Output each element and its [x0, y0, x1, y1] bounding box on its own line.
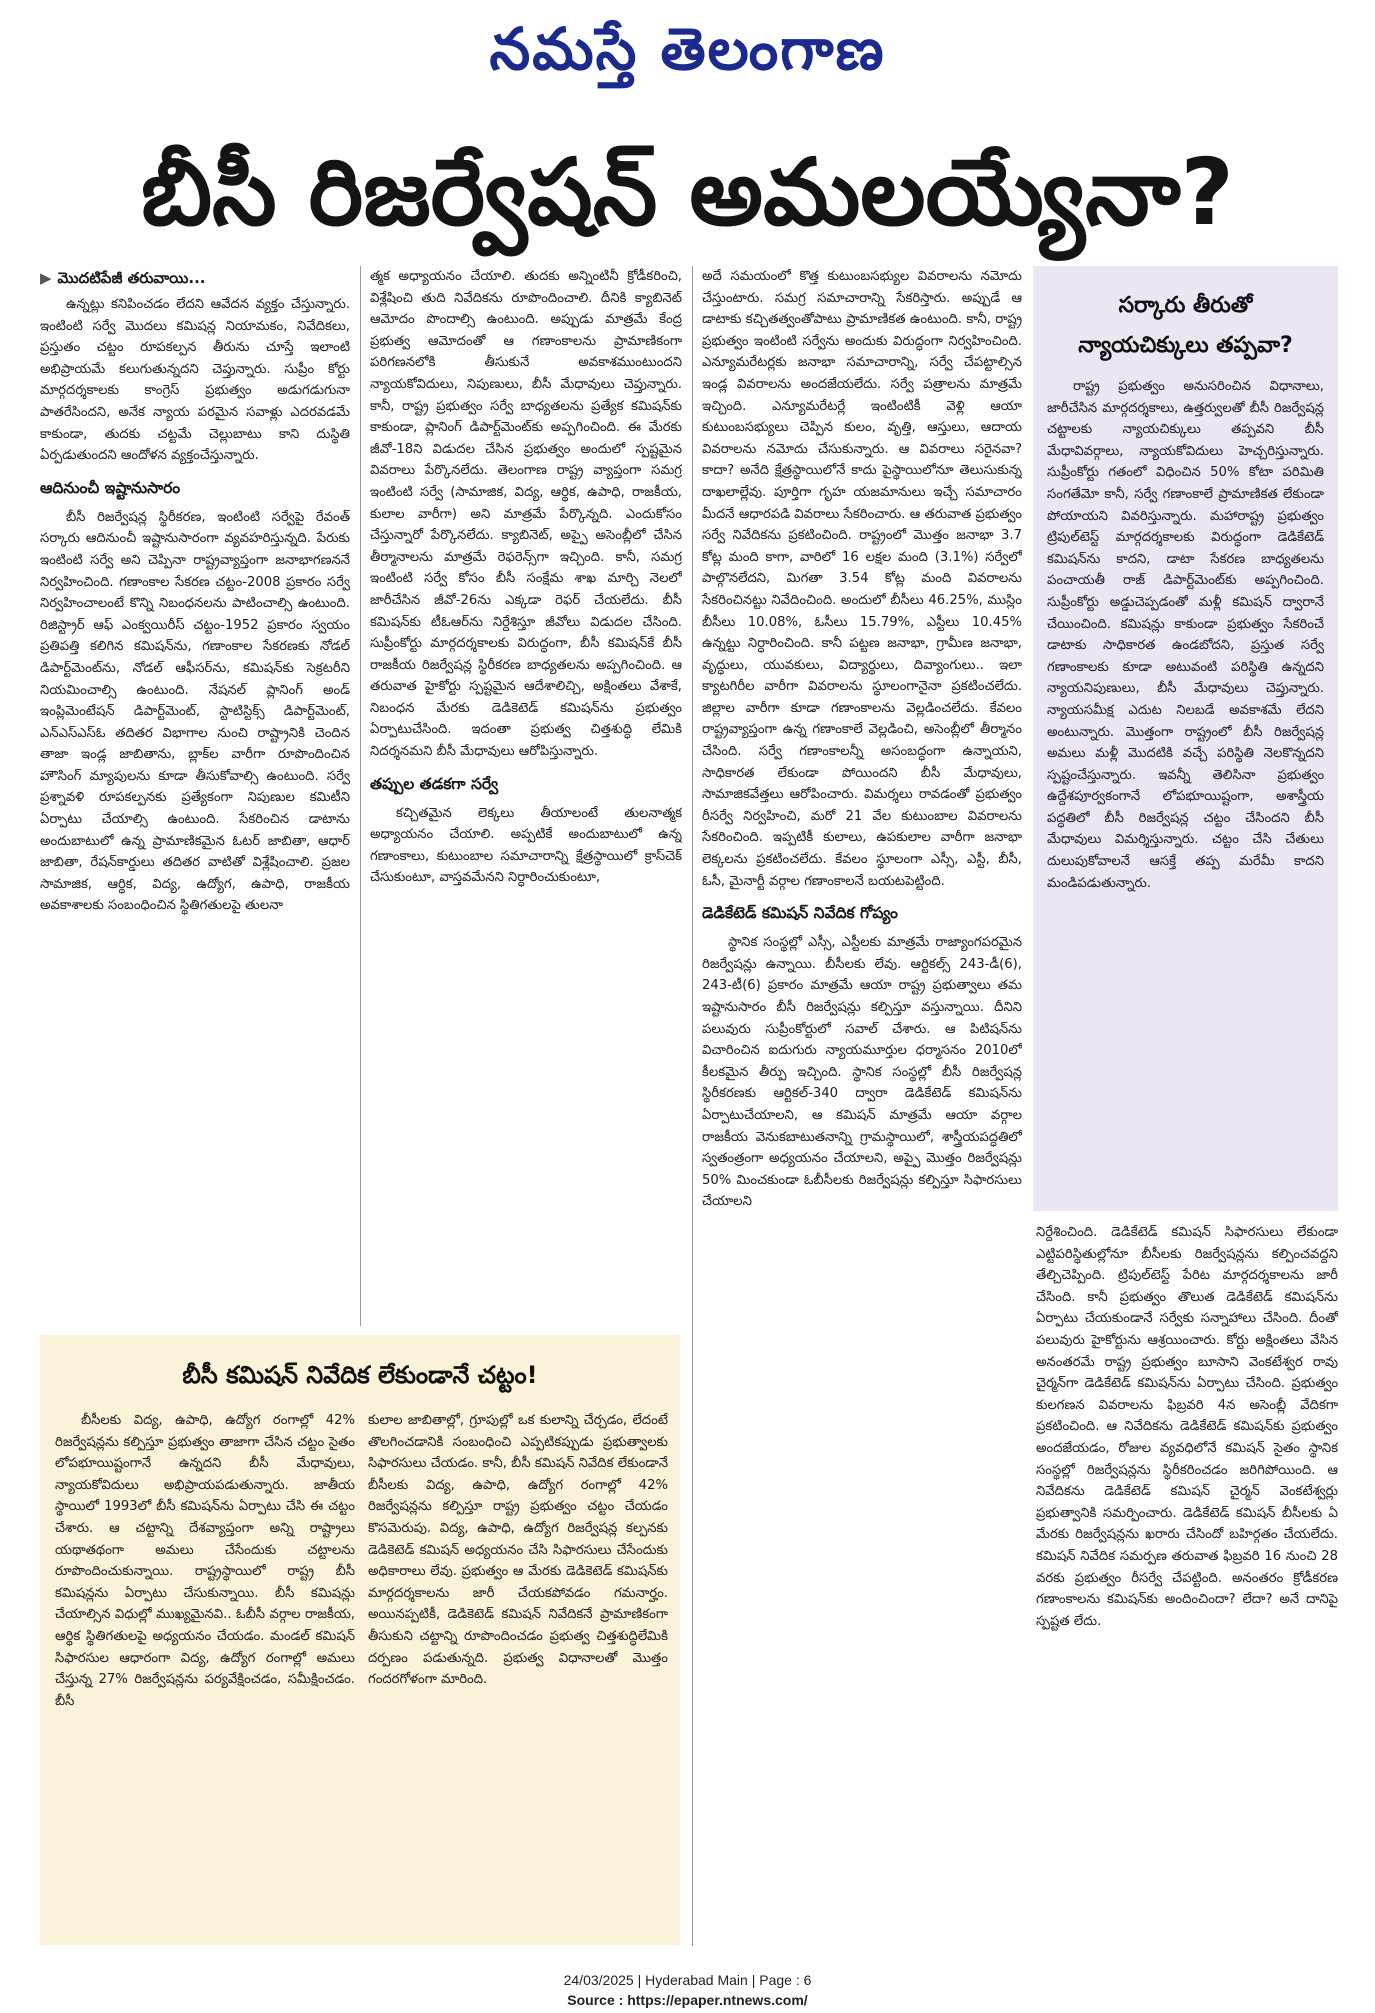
- paragraph: బీసీ రిజర్వేషన్ల స్థిరీకరణ, ఇంటింటి సర్వేపై రేవంత్ సర్కారు ఆదినుంచీ ఇష్టానుసారంగా వ్యవహరిస్తున్నది. పేరుకు ఇంటింటి సర్వే అని చెప్పినా రాష్ట్రవ్యాప్తంగా జనాభాగణననే నిర్వహించింది. గణాంకాల సేకరణ చట్టం-2008 ప్రకారం సర్వే నిర్వహించాలంటే కొన్ని నిబంధనలను పాటించాల్సి ఉంటుంది. రిజిస్ట్రార్ ఆఫ్ ఎంక్వయిరీస్ చట్టం-1952 ప్రకారం స్వయం ప్రతిపత్తి కలిగిన కమిషన్‌ను, గణాంకాల సేకరణకు నోడల్ డిపార్ట్‌మెంట్‌ను, నోడల్ ఆఫీసర్‌ను, కమిషన్‌కు సెక్రటరీని నియమించాల్సి ఉంటుంది. నేషనల్ ప్లానింగ్ అండ్ ఇంప్లిమెంటేషన్ డిపార్ట్‌మెంట్, స్టాటిస్టిక్స్ డిపార్ట్‌మెంట్, ఎన్‌ఎస్‌ఎస్‌ఓ తదితర విభాగాల నుంచి రాష్ట్రానికి చెందిన తాజా ఇండ్ల జాబితాను, బ్లాక్‌ల వారీగా రూపొందించిన హౌసింగ్ మ్యాపులను కూడా తీసుకోవాల్సి ఉంటుంది. సర్వే ప్రశ్నావళి రూపకల్పనకు ప్రత్యేకంగా నిపుణుల కమిటీని ఏర్పాటు చేయాల్సి ఉంటుంది. సేకరించిన డాటాను అందుబాటులో ఉన్న ప్రామాణికమైన ఓటర్ జాబితా, ఆధార్ జాబితా, రేషన్‌కార్డులు తదితర వాటితో విశ్లేషించాలి. ప్రజల సామాజిక, ఆర్థిక, విద్య, ఉద్యోగ, ఉపాధి, రాజకీయ అవకాశాలకు సంబంధించిన స్థితిగతులపై తులనా: [40, 509, 350, 914]
- subheading: ఆదినుంచీ ఇష్టానుసారం: [40, 478, 181, 497]
- column-divider: [692, 266, 693, 1946]
- column-4-lower: [1036, 1222, 1338, 1952]
- paragraph: అదే సమయంలో కొత్త కుటుంబసభ్యుల వివరాలను నమోదు చేస్తుంటారు. సమగ్ర సమాచారాన్ని సేకరిస్తారు. అప్పుడే ఆ డాటాకు కచ్చితత్వంతోపాటు ప్రామాణికత ఉంటుంది. కానీ, రాష్ట్ర ప్రభుత్వం ఇంటింటి సర్వేను అందుకు విరుద్ధంగా నిర్వహించింది. ఎన్యూమరేటర్లకు జనాభా సమాచారాన్ని, సర్వే చేపట్టాల్సిన ఇండ్ల వివరాలను అందజేయలేదు. సర్వే పత్రాలను మాత్రమే ఇచ్చింది. ఎన్యూమరేటర్లే ఇంటింటికీ వెళ్లి ఆయా కుటుంబసభ్యులు చెప్పిన కులం, వృత్తి, ఆస్తులు, ఆదాయ వివరాలను నమోదు చేసుకున్నారు. ఆ వివరాలు సరైనవా? కాదా? అనేది క్షేత్రస్థాయిలోనే కాదు పైస్థాయిలోనూ తెలుసుకున్న దాఖలాల్లేవు. పూర్తిగా గృహ యజమానులు ఇచ్చే సమాచారం మీదనే ఆధారపడి వివరాలు సేకరించారు. ఆ తరువాత ప్రభుత్వం సర్వే నివేదికను ప్రకటించింది. రాష్ట్రంలో మొత్తం జనాభా 3.7 కోట్ల మంది కాగా, వారిలో 16 లక్షల మంది (3.1%) సర్వేలో పాల్గొనలేదని, మిగతా 3.54 కోట్ల మంది వివరాలను సేకరించినట్టు నివేదించింది. అందులో బీసీలు 46.25%, ముస్లిం బీసీలు 10.08%, ఓసీలు 15.79%, ఎస్టీలు 10.45% ఉన్నట్టు నిర్ధారించింది. కానీ పట్టణ జనాభా, గ్రామీణ జనాభా, వృద్ధులు, యువకులు, విద్యార్థులు, దివ్యాంగులు.. ఇలా క్యాటగిరీల వారీగా వివరాలను స్థూలంగానైనా ప్రకటించలేదు. జిల్లాల వారీగా కూడా గణాంకాలను వెల్లడించలేదు. కేవలం రాష్ట్రవ్యాప్తంగా ఉన్న గణాంకాలే వెల్లడించి, అసెంబ్లీలో తీర్మానం చేసింది. సర్వే గణాంకాలన్నీ అసంబద్ధంగా ఉన్నాయని, సాధికారత లేకుండా పోయిందని బీసీ మేధావులు, సామాజికవేత్తలు ఆరోపించారు. విమర్శలు రావడంతో ప్రభుత్వం రీసర్వే నిర్వహించి, మరో 21 వేల కుటుంబాల వివరాలను సేకరించింది. ఇప్పటికీ కులాలు, ఉపకులాల వారీగా జనాభా లెక్కలను ప్రకటించలేదు. కేవలం స్థూలంగా ఎస్సీ, ఎస్టీ, బీసీ, ఓసీ, మైనార్టీ వర్గాల గణాంకాలనే బయటపెట్టింది.: [702, 269, 1022, 889]
- column-2: [370, 266, 682, 1331]
- paragraph: కచ్చితమైన లెక్కలు తీయాలంటే తులనాత్మక అధ్యాయనం చేయాలి. అప్పటికే అందుబాటులో ఉన్న గణాంకాలు, కుటుంబాల సమాచారాన్ని క్షేత్రస్థాయిలో క్రాస్‌చెక్ చేసుకుంటూ, వాస్తవమేనని నిర్ధారించుకుంటూ,: [370, 805, 682, 886]
- boxed-article-title: బీసీ కమిషన్ నివేదిక లేకుండానే చట్టం!: [182, 1361, 538, 1389]
- column-divider: [360, 266, 361, 1326]
- chevron-right-icon: ▶: [40, 269, 52, 287]
- headline: బీసీ రిజర్వేషన్ అమలయ్యేనా?: [141, 139, 1234, 246]
- sidebar-text: రాష్ట్ర ప్రభుత్వం అనుసరించిన విధానాలు, జారీచేసిన మార్గదర్శకాలు, ఉత్తర్వులతో బీసీ రిజర్వేషన్ల చట్టాలకు న్యాయచిక్కులు తప్పవని బీసీ మేధావివర్గాలు, న్యాయకోవిదులు హెచ్చరిస్తున్నారు. సుప్రీంకోర్టు గతంలో విధించిన 50% కోటా పరిమితి సంగతేమో కానీ, సర్వే గణాంకాలే ప్రామాణికత లేకుండా పోయాయని వివరిస్తున్నారు. మహారాష్ట్ర ప్రభుత్వం ట్రిపుల్‌టెస్ట్ మార్గదర్శకాలకు విరుద్ధంగా డెడికేటెడ్ కమిషన్‌ను కాదని, డాటా సేకరణ బాధ్యతలను పంచాయతీ రాజ్ డిపార్ట్‌మెంట్‌కు అప్పగించింది. సుప్రీంకోర్టు అడ్డుచెప్పడంతో మళ్లీ కమిషన్ ద్వారానే చేయించింది. కమిషన్లు కాకుండా ప్రభుత్వం సేకరించే డాటాకు సాధికారత ఉండబోదని, ప్రస్తుత సర్వే గణాంకాలకు కూడా అటువంటి పరిస్థితి ఉన్నదని న్యాయనిపుణులు, బీసీ మేధావులు చెప్తున్నారు. న్యాయసమీక్ష ఎదుట నిలబడే అవకాశమే లేదని అంటున్నారు. మొత్తంగా రాష్ట్రంలో బీసీ రిజర్వేషన్ల అమలు మళ్లీ మొదటికి వచ్చే పరిస్థితి నెలకొన్నదని స్పష్టంచేస్తున్నారు. ఇవన్నీ తెలిసినా ప్రభుత్వం ఉద్దేశపూర్వకంగానే లోపభూయిష్టంగా, అశాస్త్రీయ పద్ధతిలో బీసీ రిజర్వేషన్ల చట్టం చేసిందని బీసీ మేధావులు విమర్శిస్తున్నారు. చట్టం చేసి చేతులు దులుపుకోవాలనే ఆసక్తే తప్ప మరేమీ కాదని మండిపడుతున్నారు.: [1047, 379, 1324, 891]
- subheading: తప్పుల తడకగా సర్వే: [370, 774, 499, 793]
- page-footer: [0, 1970, 1375, 2010]
- column-3: [702, 266, 1022, 1951]
- footer-source: Source : https://epaper.ntnews.com/: [567, 1992, 808, 2008]
- continued-label: ▶ మొదటిపేజీ తరువాయి...: [40, 269, 206, 287]
- sidebar-box: [1033, 266, 1338, 1211]
- subheading: డెడికేటెడ్ కమిషన్ నివేదిక గోప్యం: [702, 904, 898, 923]
- paragraph: స్థానిక సంస్థల్లో ఎస్సీ, ఎస్టీలకు మాత్రమే రాజ్యాంగపరమైన రిజర్వేషన్లు ఉన్నాయి. బీసీలకు లేవు. ఆర్టికల్స్ 243-డీ(6), 243-టీ(6) ప్రకారం మాత్రమే ఆయా రాష్ట్ర ప్రభుత్వాలు తమ ఇష్టానుసారం బీసీ రిజర్వేషన్లు కల్పిస్తూ వస్తున్నాయి. దీనిని పలువురు సుప్రీంకోర్టులో సవాల్ చేశారు. ఆ పిటిషన్‌ను విచారించిన ఐదుగురు న్యాయమూర్తుల ధర్మాసనం 2010లో కీలకమైన తీర్పు ఇచ్చింది. స్థానిక సంస్థల్లో బీసీ రిజర్వేషన్ల స్థిరీకరణకు ఆర్టికల్-340 ద్వారా డెడికేటెడ్ కమిషన్‌ను ఏర్పాటుచేయాలని, ఆ కమిషన్ మాత్రమే ఆయా వర్గాల రాజకీయ వెనుకబాటుతనాన్ని గ్రామస్థాయిలో, శాస్త్రీయపద్ధతిలో స్వతంత్రంగా అధ్యయనం చేయాలని, అప్పై మొత్తం రిజర్వేషన్లు 50% మించకుండా ఓబీసీలకు రిజర్వేషన్లు కల్పిస్తూ సిఫారసులు చేయాలని: [702, 935, 1022, 1210]
- column-1: [40, 266, 350, 1331]
- sidebar-title: సర్కారు తీరుతో న్యాయచిక్కులు తప్పవా?: [1078, 293, 1293, 358]
- masthead-logo: నమస్తే తెలంగాణ: [489, 15, 886, 83]
- footer-edition: 24/03/2025 | Hyderabad Main | Page : 6: [563, 1972, 812, 1988]
- boxed-article-left: బీసీలకు విద్య, ఉపాధి, ఉద్యోగ రంగాల్లో 42% రిజర్వేషన్లను కల్పిస్తూ ప్రభుత్వం తాజాగా చేసిన చట్టం సైతం లోపభూయిష్టంగానే ఉన్నదని బీసీ మేధావులు, న్యాయకోవిదులు అభిప్రాయపడుతున్నారు. జాతీయ స్థాయిలో 1993లో బీసీ కమిషన్‌ను ఏర్పాటు చేసి ఈ చట్టం చేశారు. ఆ చట్టాన్ని దేశవ్యాప్తంగా అన్ని రాష్ట్రాలు యథాతథంగా అమలు చేసేందుకు చట్టాలను రూపొందించుకున్నాయి. రాష్ట్రస్థాయిలో రాష్ట్ర బీసీ కమిషన్లను ఏర్పాటు చేసుకున్నాయి. బీసీ కమిషన్లు చేయాల్సిన విధుల్లో ముఖ్యమైనవి.. ఓబీసీ వర్గాల రాజకీయ, ఆర్థిక స్థితిగతులపై అధ్యయనం చేయడం. మండల్ కమిషన్ సిఫారసుల ఆధారంగా విద్య, ఉద్యోగ రంగాల్లో అమలు చేస్తున్న 27% రిజర్వేషన్లను పర్యవేక్షించడం, సమీక్షించడం. బీసీ: [55, 1413, 355, 1709]
- paragraph: నిర్దేశించింది. డెడికేటెడ్ కమిషన్ సిఫారసులు లేకుండా ఎట్టిపరిస్థితుల్లోనూ బీసీలకు రిజర్వేషన్లను కల్పించవద్దని తేల్చిచెప్పింది. ట్రిపుల్‌టెస్ట్ పేరిట మార్గదర్శకాలను జారీ చేసింది. కానీ ప్రభుత్వం తొలుత డెడికేటెడ్ కమిషన్‌ను ఏర్పాటు చేయకుండానే సర్వేకు సన్నాహాలు చేసింది. దీంతో పలువురు హైకోర్టును ఆశ్రయించారు. కోర్టు అక్షింతలు వేసిన అనంతరమే రాష్ట్ర ప్రభుత్వం బూసాని వెంకటేశ్వర రావు చైర్మన్‌గా డెడికేటెడ్ కమిషన్‌ను ఏర్పాటు చేసింది. ప్రభుత్వం కులగణన వివరాలను ఫిబ్రవరి 4న అసెంబ్లీ వేదికగా ప్రకటించింది. ఆ నివేదికను డెడికేటెడ్ కమిషన్‌కు ప్రభుత్వం అందజేయడం, రోజుల వ్యవధిలోనే కమిషన్ సైతం స్థానిక సంస్థల్లో రిజర్వేషన్లను స్థిరీకరించడం జరిగిపోయింది. ఆ నివేదికను డెడికేటెడ్ కమిషన్ చైర్మన్ వెంకటేశ్వర్లు ప్రభుత్వానికి సమర్పించారు. డెడికేటెడ్ కమిషన్ బీసీలకు ఏ మేరకు రిజర్వేషన్లను ఖరారు చేసిందో బహిర్గతం చేయలేదు. కమిషన్ నివేదిక సమర్పణ తరువాత ఫిబ్రవరి 16 నుంచి 28 వరకు ప్రభుత్వం రీసర్వే చేపట్టింది. అనంతరం క్రోడీకరణ గణాంకాలను కమిషన్‌కు అందించిందా? లేదా? అనే దానిపై స్పష్టత లేదు.: [1036, 1225, 1338, 1629]
- paragraph: ఉన్నట్లు కనిపించడం లేదని ఆవేదన వ్యక్తం చేస్తున్నారు. ఇంటింటి సర్వే మొదలు కమిషన్ల నియామకం, నివేదికలు, ప్రస్తుతం చట్టం రూపకల్పన తీరును చూస్తే ఇలాంటి అభిప్రాయమే కలుగుతున్నదని చెప్తున్నారు. సుప్రీం కోర్టు మార్గదర్శకాలకు కాంగ్రెస్ ప్రభుత్వం అడుగడుగునా పాతరేసిందని, అనేక న్యాయ పరమైన సవాళ్లు ఎదరవడమే కాకుండా, తుదకు చట్టమే చెల్లుబాటు కాని దుస్థితి ఏర్పడుతుందని ఆందోళన వ్యక్తంచేస్తున్నారు.: [40, 297, 350, 464]
- paragraph: త్మక అధ్యాయనం చేయాలి. తుదకు అన్నింటినీ క్రోడీకరించి, విశ్లేషించి తుది నివేదికను రూపొందించాలి. దీనికి క్యాబినెట్ ఆమోదం పొందాల్సి ఉంటుంది. అప్పుడు మాత్రమే కేంద్ర ప్రభుత్వ ఆమోదంతో ఆ గణాంకాలను ప్రామాణికంగా పరిగణనలోకి తీసుకునే అవకాశముంటుందని న్యాయకోవిదులు, నిపుణులు, బీసీ మేధావులు చెప్తున్నారు. కానీ, రాష్ట్ర ప్రభుత్వం సర్వే బాధ్యతలను ప్రత్యేక కమిషన్‌కు కాకుండా, ప్లానింగ్ డిపార్ట్‌మెంట్‌కు అప్పగించింది. ఈ మేరకు జీవో-18ని విడుదల చేసిన ప్రభుత్వం అందులో స్పష్టమైన వివరాలు పేర్కొనలేదు. తెలంగాణ రాష్ట్ర వ్యాప్తంగా సమగ్ర ఇంటింటి సర్వే (సామాజిక, విద్య, ఆర్థిక, ఉపాధి, రాజకీయ, కులాల వారీగా) అని మాత్రమే పేర్కొన్నది. ఎందుకోసం చేస్తున్నారో పేర్కొనలేదు. క్యాబినెట్, అప్పై అసెంబ్లీలో చేసిన తీర్మానాలను మాత్రమే రెఫరెన్స్‌గా ఇచ్చింది. కానీ, సమగ్ర ఇంటింటి సర్వే కోసం బీసీ సంక్షేమ శాఖ మార్చి నెలలో జారీచేసిన జీవో-26ను ఎక్కడా రెఫర్ చేయలేదు. బీసీ కమిషన్‌కు టీఓఆర్‌ను నిర్దేశిస్తూ జీవోలు విడుదల చేసింది. సుప్రీంకోర్టు మార్గదర్శకాలకు విరుద్ధంగా, బీసీ కమిషన్‌కే బీసీ రాజకీయ రిజర్వేషన్ల స్థిరీకరణ బాధ్యతలను అప్పగించింది. ఆ తరువాత హైకోర్టు స్పష్టమైన ఆదేశాలిచ్చి, అక్షింతలు వేశాకే, నిబంధన మేరకు డెడికెటెడ్ కమిషన్‌ను ప్రభుత్వం ఏర్పాటుచేసింది. ఇదంతా ప్రభుత్వ చిత్తశుద్ధి లేమికి నిదర్శనమని బీసీ మేధావులు ఆరోపిస్తున్నారు.: [370, 269, 682, 760]
- boxed-article-right: కులాల జాబితాల్లో, గ్రూపుల్లో ఒక కులాన్ని చేర్చడం, లేదంటే తొలగించడానికి సంబంధించి ఎప్పటికప్పుడు ప్రభుత్వాలకు సిఫారసులు చేయడం. కానీ, బీసీ కమిషన్ నివేదిక లేకుండానే బీసీలకు విద్య, ఉపాధి, ఉద్యోగ రంగాల్లో 42% రిజర్వేషన్లను కల్పిస్తూ రాష్ట్ర ప్రభుత్వం చట్టం చేయడం కొసమెరుపు. విద్య, ఉపాధి, ఉద్యోగ రిజర్వేషన్ల కల్పనకు డెడికెటెడ్ కమిషన్ అధ్యయనం చేసి సిఫారసులు చేసేందుకు అధికారాలు లేవు. ప్రభుత్వం ఆ మేరకు డెడికెటెడ్ కమిషన్‌కు మార్గదర్శకాలను జారీ చేయకపోవడం గమనార్హం. అయినప్పటికీ, డెడికెటెడ్ కమిషన్ నివేదికనే ప్రామాణికంగా తీసుకుని చట్టాన్ని రూపొందించడం ప్రభుత్వ చిత్తశుద్ధిలేమికి దర్పణం పడుతున్నది. ప్రభుత్వ విధానాలతో మొత్తం గందరగోళంగా మారింది.: [368, 1413, 668, 1688]
